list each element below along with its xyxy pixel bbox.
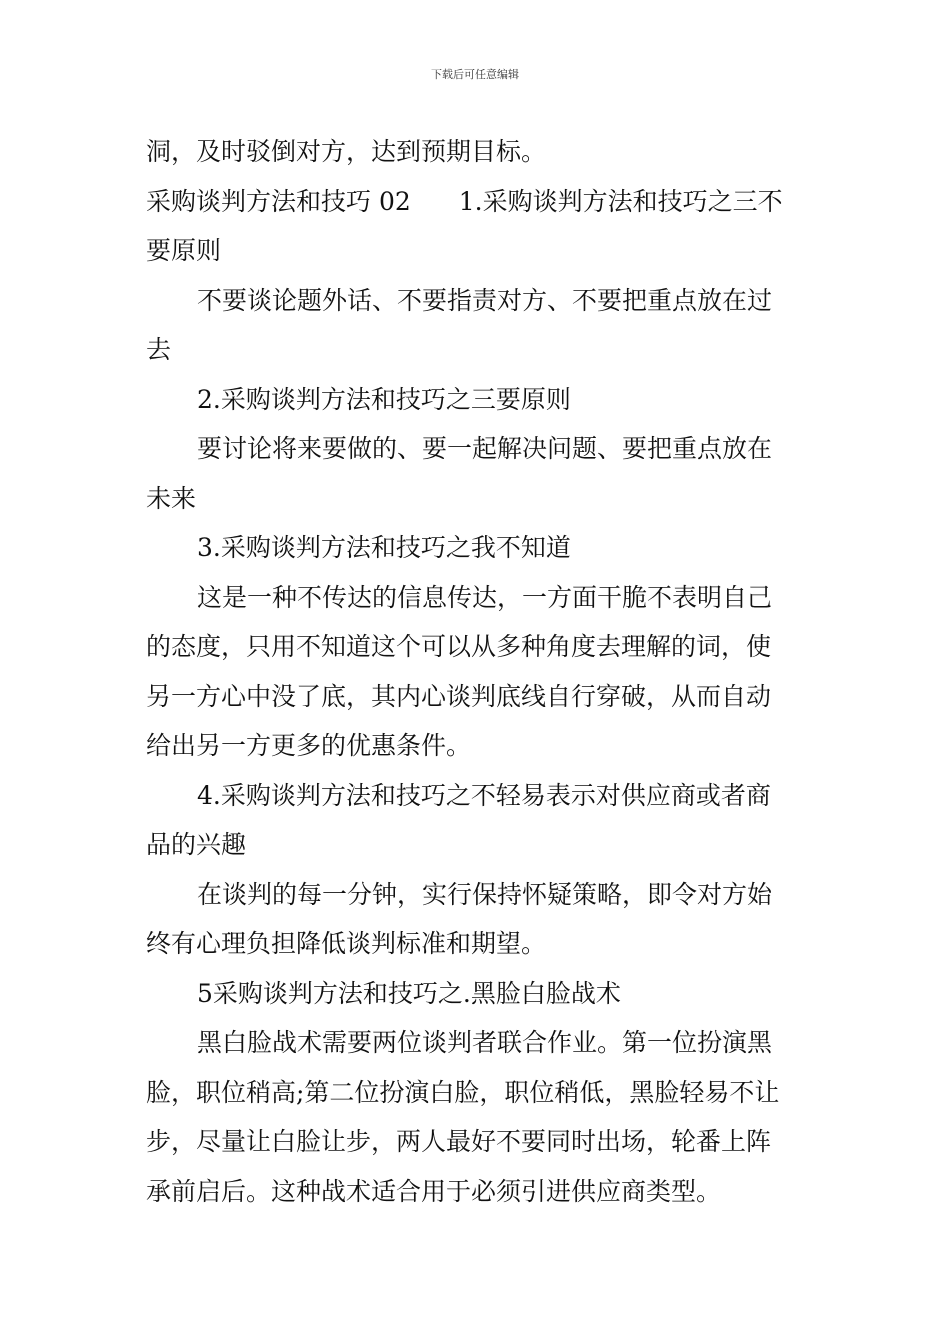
item-heading: 4.采购谈判方法和技巧之不轻易表示对供应商或者商 [197,780,771,810]
item-heading: 5采购谈判方法和技巧之.黑脸白脸战术 [197,978,621,1008]
section-heading-line [146,177,806,227]
page-header: 下载后可任意编辑 [431,68,519,81]
paragraph-line: 洞，及时驳倒对方，达到预期目标。 [146,137,547,166]
item-heading: 1.采购谈判方法和技巧之三不 [458,186,783,216]
paragraph-line: 脸，职位稍高;第二位扮演白脸，职位稍低，黑脸轻易不让 [146,1077,780,1107]
paragraph-line: 承前启后。这种战术适合用于必须引进供应商类型。 [146,1176,722,1206]
paragraph-line: 黑白脸战术需要两位谈判者联合作业。第一位扮演黑 [197,1028,773,1057]
section-title: 采购谈判方法和技巧 02 [146,186,411,216]
paragraph-line: 不要谈论题外话、不要指责对方、不要把重点放在过 [197,285,773,315]
paragraph-line: 的态度，只用不知道这个可以从多种角度去理解的词，使 [146,632,772,661]
paragraph-line: 未来 [146,483,197,513]
paragraph-line: 另一方心中没了底，其内心谈判底线自行穿破，从而自动 [146,681,772,711]
paragraph-line: 终有心理负担降低谈判标准和期望。 [146,929,547,958]
paragraph-line: 给出另一方更多的优惠条件。 [146,731,472,760]
paragraph-line: 步，尽量让白脸让步，两人最好不要同时出场，轮番上阵 [146,1127,772,1156]
paragraph-line: 这是一种不传达的信息传达，一方面干脆不表明自己 [197,582,773,612]
document-body [146,127,806,1216]
item-heading: 3.采购谈判方法和技巧之我不知道 [197,533,571,562]
paragraph-line: 品的兴趣 [146,830,247,859]
item-heading: 2.采购谈判方法和技巧之三要原则 [197,384,571,414]
paragraph-line: 要原则 [146,236,222,265]
paragraph-line: 要讨论将来要做的、要一起解决问题、要把重点放在 [197,434,773,463]
paragraph-line: 去 [146,335,172,364]
paragraph-line: 在谈判的每一分钟，实行保持怀疑策略，即令对方始 [197,879,773,909]
